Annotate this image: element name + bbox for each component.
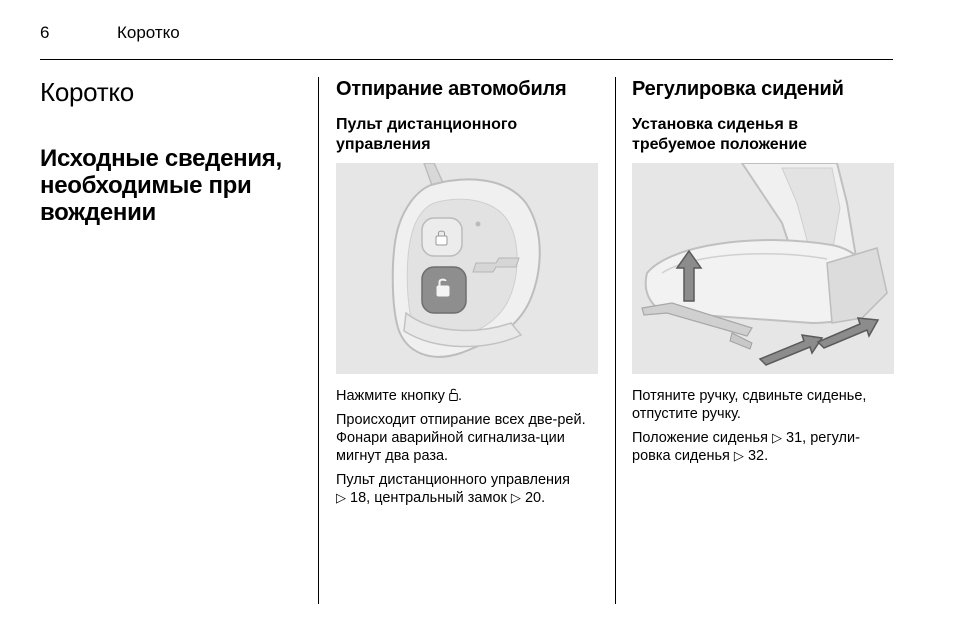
ref-end: . <box>764 448 769 464</box>
remote-key-figure <box>336 163 598 374</box>
seat-position-page[interactable]: 31 <box>786 430 803 446</box>
press-button-label: Нажмите кнопку <box>336 388 445 404</box>
remote-references <box>336 471 601 507</box>
press-button-end: . <box>457 388 462 404</box>
ref-end: . <box>541 490 546 506</box>
arrow-ref-icon: ▷ <box>771 430 782 445</box>
seat-position-label: Положение сиденья <box>632 430 768 446</box>
unlock-icon <box>449 388 458 401</box>
seat-subheading: Установка сиденья в требуемое положение <box>632 116 808 153</box>
unlock-description: Происходит отпирание всех две-рей. Фонари аварийной сигнализа-ции мигнут два раза. <box>336 412 586 464</box>
remote-subheading: Пульт дистанционного управления <box>336 116 518 153</box>
press-button-text <box>336 387 601 405</box>
header-divider <box>40 59 893 60</box>
arrow-ref-icon: ▷ <box>510 490 521 505</box>
central-lock-label: , центральный замок <box>366 490 507 506</box>
seat-instructions: Потяните ручку, сдвиньте сиденье, отпустите ручку. <box>632 388 867 422</box>
seat-adjust-label: , регули-ровка сиденья <box>632 430 860 464</box>
central-lock-page[interactable]: 20 <box>524 490 542 506</box>
header-title: Коротко <box>117 23 180 42</box>
remote-ref-label: Пульт дистанционного управления <box>336 472 570 488</box>
column-intro <box>40 77 305 277</box>
unlocking-heading: Отпирание автомобиля <box>336 78 567 100</box>
seat-adjust-page[interactable]: 32 <box>747 448 765 464</box>
arrow-ref-icon: ▷ <box>336 490 346 505</box>
column-unlocking <box>336 77 601 507</box>
column-divider-2 <box>615 77 616 604</box>
remote-key-illustration <box>336 163 598 374</box>
arrow-ref-icon: ▷ <box>733 448 744 463</box>
seat-adjustment-illustration <box>632 163 894 374</box>
remote-ref-page[interactable]: 18 <box>350 490 367 506</box>
chapter-title: Коротко <box>40 77 134 107</box>
page-header <box>40 20 893 60</box>
column-divider-1 <box>318 77 319 604</box>
seat-references <box>632 429 897 465</box>
page-number: 6 <box>40 23 50 42</box>
column-seat-adjustment <box>632 77 897 465</box>
seat-figure <box>632 163 894 374</box>
section-title: Исходные сведения, необходимые при вождении <box>40 145 282 226</box>
seat-heading: Регулировка сидений <box>632 78 844 100</box>
